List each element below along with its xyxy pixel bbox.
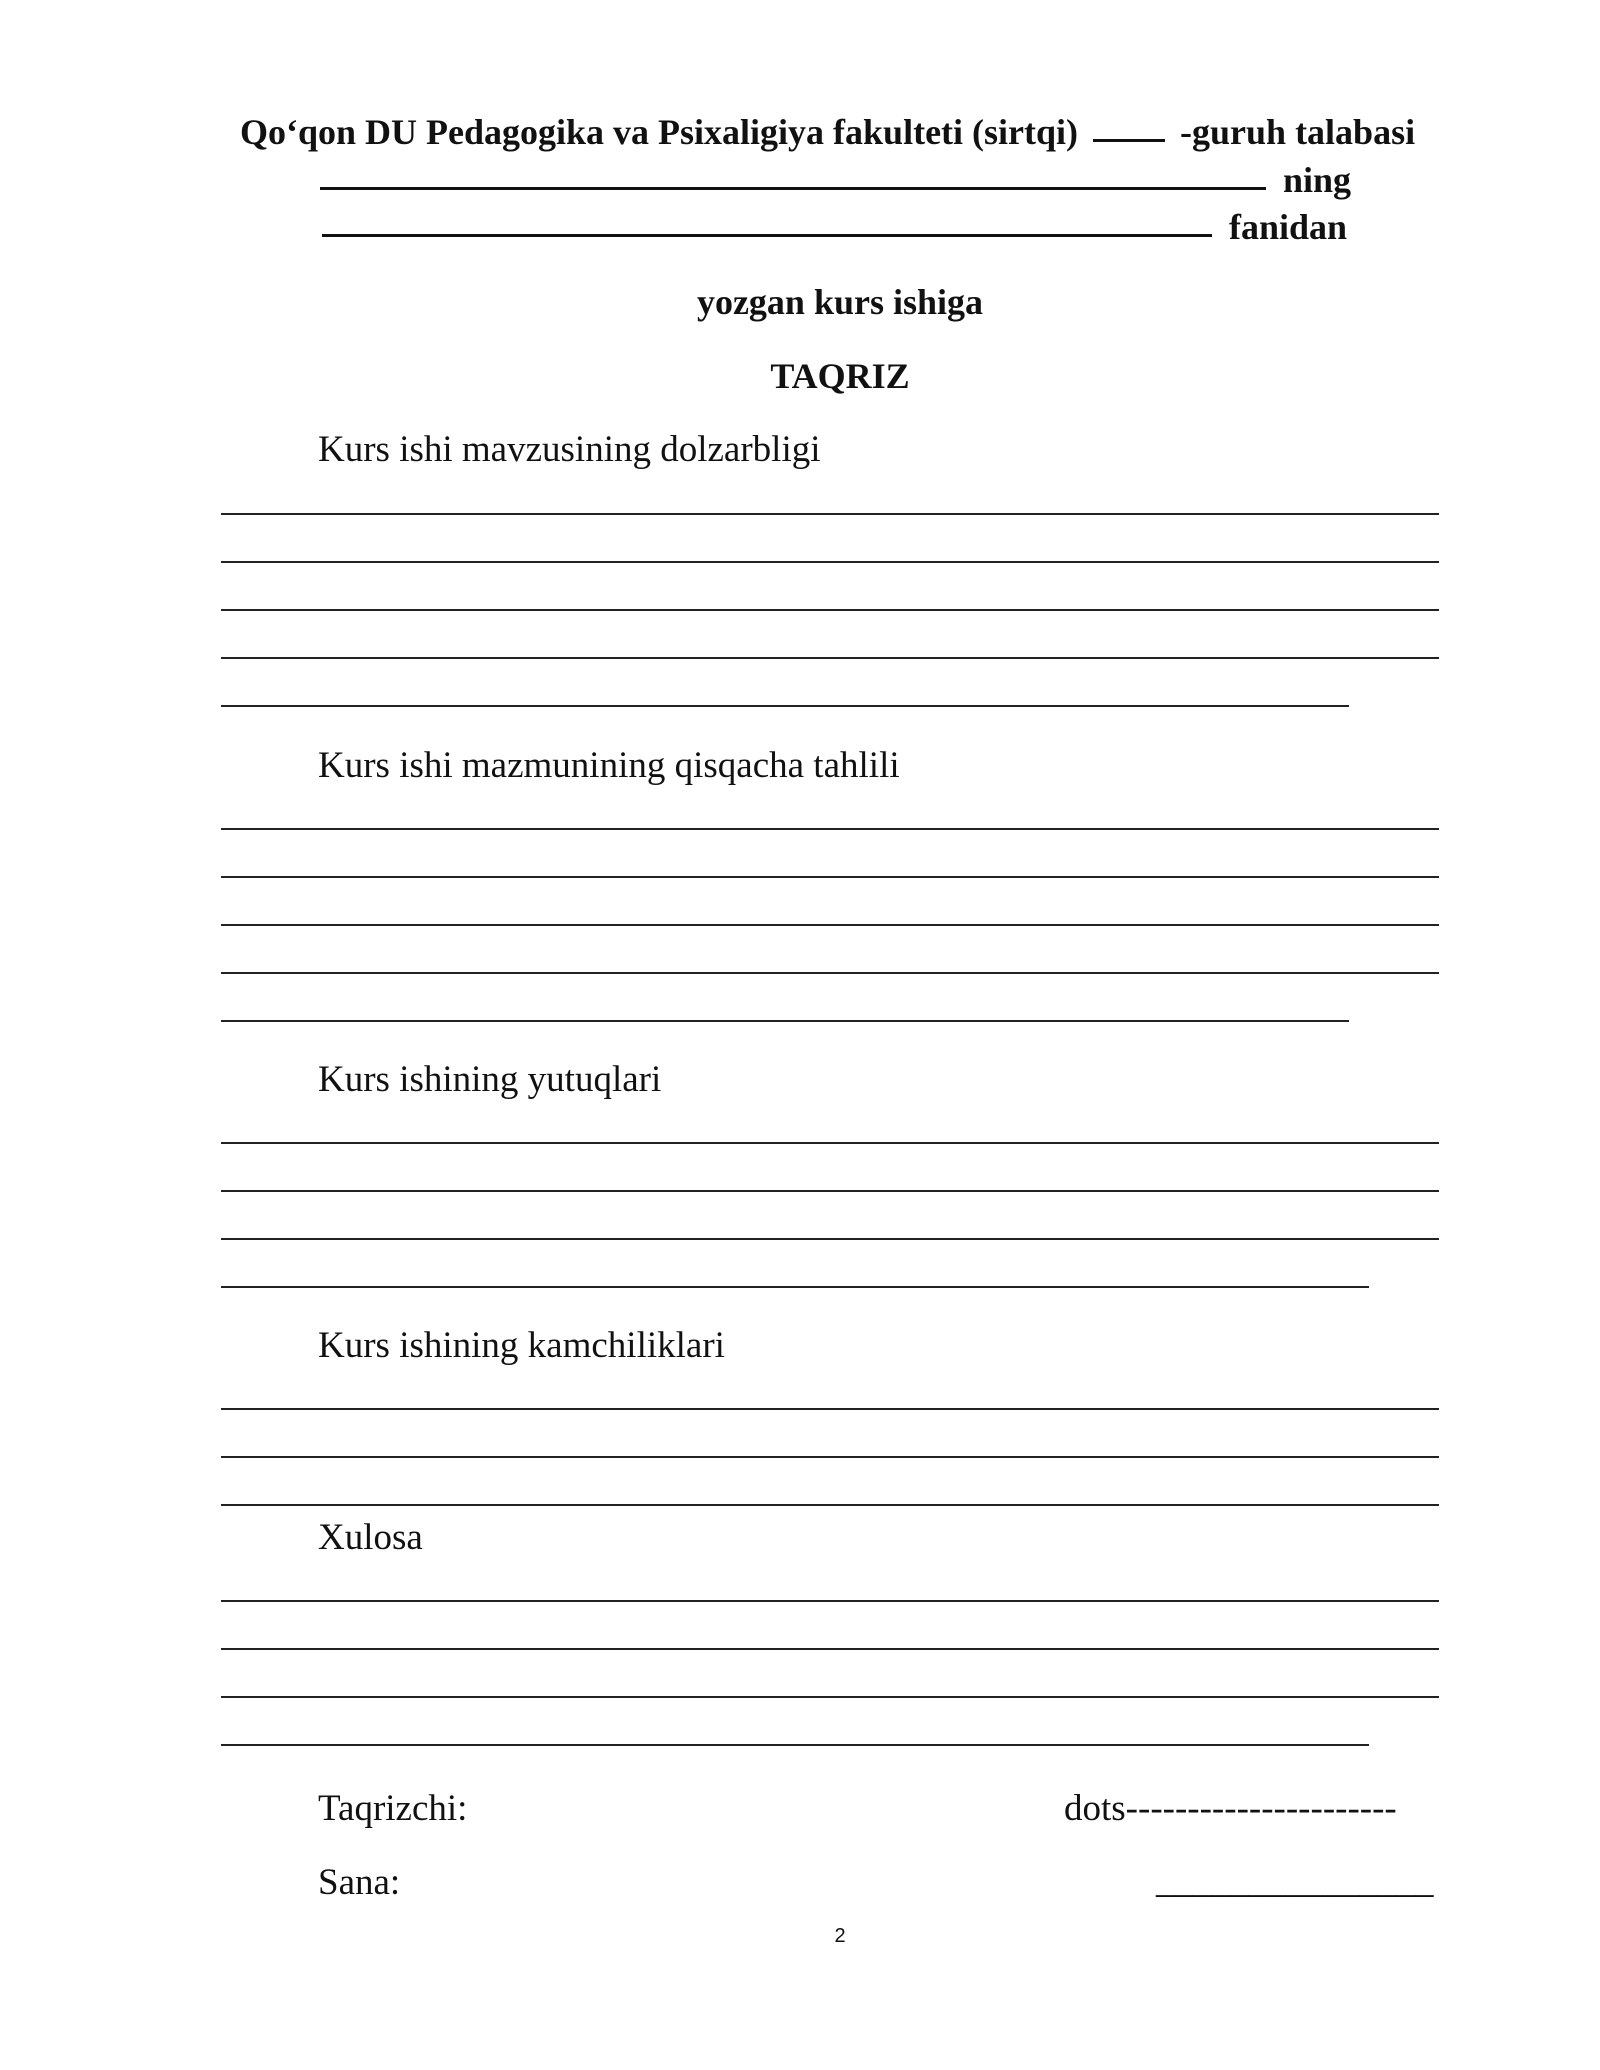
section-label-shortcomings: Kurs ishining kamchiliklari bbox=[318, 1325, 725, 1366]
page-number: 2 bbox=[834, 1925, 846, 1947]
subject-suffix: fanidan bbox=[1229, 207, 1348, 247]
section-label-content-analysis: Kurs ishi mazmunining qisqacha tahlili bbox=[318, 745, 900, 786]
faculty-text: Qo‘qon DU Pedagogika va Psixaligiya fakulteti (sirtqi) bbox=[240, 112, 1079, 152]
write-line bbox=[221, 1286, 1369, 1288]
write-line bbox=[221, 609, 1439, 611]
subject-blank bbox=[322, 234, 1212, 237]
write-line bbox=[221, 1456, 1439, 1458]
reviewer-position: dots---------------------- bbox=[1064, 1788, 1397, 1829]
student-suffix: ning bbox=[1283, 160, 1352, 200]
date-blank: _______________ bbox=[1156, 1860, 1434, 1901]
group-suffix: -guruh talabasi bbox=[1180, 112, 1416, 152]
header-line-1 bbox=[240, 112, 1415, 152]
date-label: Sana: bbox=[318, 1862, 401, 1903]
write-line bbox=[221, 972, 1439, 974]
write-line bbox=[221, 1142, 1439, 1144]
write-line bbox=[221, 924, 1439, 926]
write-line bbox=[221, 1020, 1349, 1022]
write-line bbox=[221, 1190, 1439, 1192]
document-title: TAQRIZ bbox=[770, 356, 910, 396]
write-line bbox=[221, 1504, 1439, 1506]
write-line bbox=[221, 1408, 1439, 1410]
write-line bbox=[221, 705, 1349, 707]
write-line bbox=[221, 513, 1439, 515]
header-line-3 bbox=[322, 207, 1347, 247]
write-line bbox=[221, 1696, 1439, 1698]
section-label-achievements: Kurs ishining yutuqlari bbox=[318, 1059, 662, 1100]
student-name-blank bbox=[320, 187, 1266, 190]
write-line bbox=[221, 657, 1439, 659]
subtitle: yozgan kurs ishiga bbox=[696, 282, 984, 322]
write-line bbox=[221, 828, 1439, 830]
write-line bbox=[221, 876, 1439, 878]
section-label-conclusion: Xulosa bbox=[318, 1517, 423, 1558]
write-line bbox=[221, 1238, 1439, 1240]
write-line bbox=[221, 561, 1439, 563]
section-label-relevance: Kurs ishi mavzusining dolzarbligi bbox=[318, 429, 821, 470]
write-line bbox=[221, 1600, 1439, 1602]
group-blank bbox=[1093, 139, 1165, 142]
reviewer-label: Taqrizchi: bbox=[318, 1788, 468, 1829]
header-line-2 bbox=[320, 160, 1351, 200]
write-line bbox=[221, 1744, 1369, 1746]
write-line bbox=[221, 1648, 1439, 1650]
